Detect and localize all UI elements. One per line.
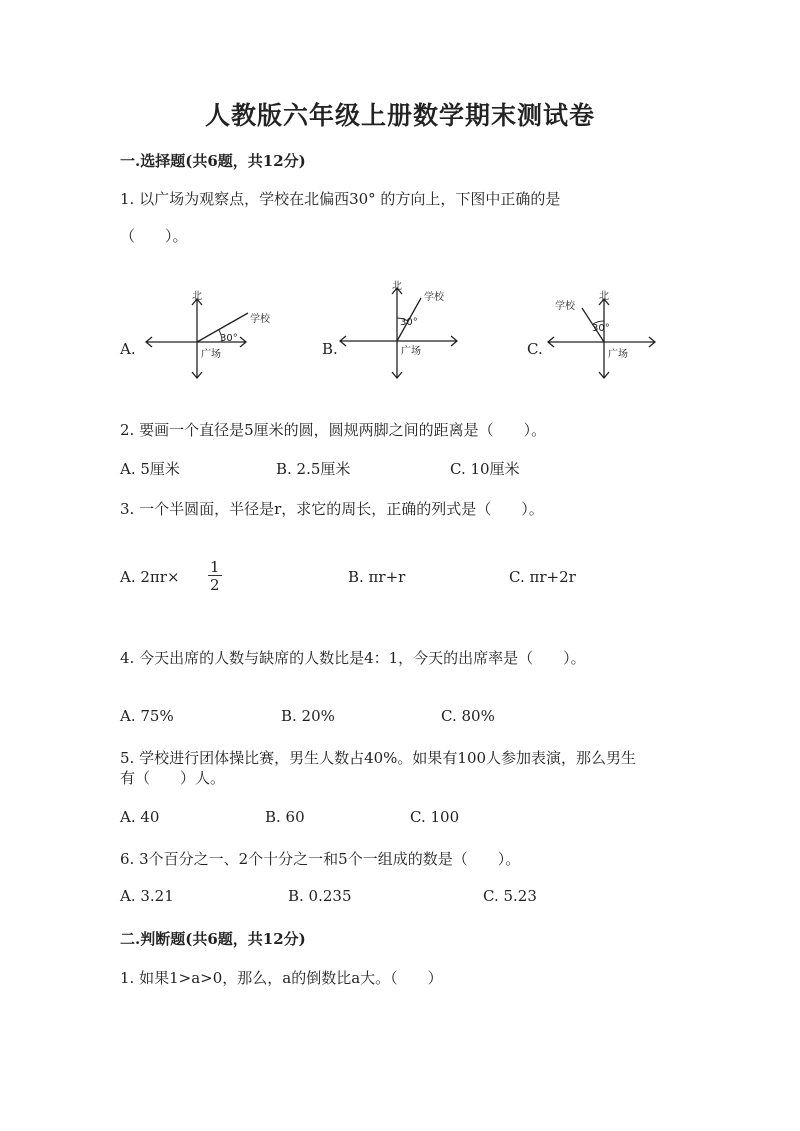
question-3-text: 3. 一个半圆面，半径是r，求它的周长，正确的列式是（ ）。 [120, 500, 544, 518]
q5-option-b: B. 60 [265, 808, 305, 826]
q1-option-b-label: B. [322, 340, 338, 358]
angle-label: 30° [400, 317, 418, 328]
q6-option-c: C. 5.23 [483, 887, 537, 905]
q2-option-c: C. 10厘米 [450, 460, 520, 478]
q6-option-a: A. 3.21 [120, 887, 174, 905]
school-label: 学校 [250, 314, 270, 325]
school-label: 学校 [555, 301, 575, 312]
square-label: 广场 [201, 349, 221, 360]
judgement-question-1-text: 1. 如果1>a>0，那么，a的倒数比a大。（ ） [120, 969, 443, 987]
page-title: 人教版六年级上册数学期末测试卷 [204, 101, 595, 130]
q1-option-a-diagram [140, 285, 290, 385]
fraction-denominator: 2 [210, 576, 220, 594]
north-label: 北 [192, 291, 202, 302]
fraction-numerator: 1 [210, 558, 220, 576]
question-5-blank: 有（ ）人。 [120, 769, 226, 787]
square-label: 广场 [401, 346, 421, 357]
q6-option-b: B. 0.235 [288, 887, 352, 905]
q4-option-c: C. 80% [441, 707, 495, 725]
question-1-text: 1. 以广场为观察点，学校在北偏西30° 的方向上，下图中正确的是 [120, 190, 561, 208]
question-2-text: 2. 要画一个直径是5厘米的圆，圆规两脚之间的距离是（ ）。 [120, 421, 547, 439]
q4-option-b: B. 20% [281, 707, 335, 725]
angle-label: 30° [220, 333, 238, 344]
section-heading-judgement: 二.判断题(共6题，共12分) [120, 930, 306, 948]
section-heading-choice: 一.选择题(共6题，共12分) [120, 152, 306, 170]
q3-option-a-fraction [208, 560, 222, 593]
q1-option-b-diagram [335, 278, 485, 388]
question-1-blank: （ ）。 [120, 227, 188, 245]
north-label: 北 [599, 291, 609, 302]
q5-option-c: C. 100 [410, 808, 460, 826]
q5-option-a: A. 40 [120, 808, 160, 826]
question-6-text: 6. 3个百分之一、2个十分之一和5个一组成的数是（ ）。 [120, 850, 521, 868]
q4-option-a: A. 75% [120, 707, 174, 725]
north-label: 北 [392, 281, 402, 292]
q3-option-b: B. πr+r [348, 568, 406, 586]
q3-option-c: C. πr+2r [509, 568, 576, 586]
q1-option-c-label: C. [527, 340, 543, 358]
square-label: 广场 [608, 349, 628, 360]
q1-option-c-diagram [540, 285, 670, 385]
q2-option-a: A. 5厘米 [120, 460, 180, 478]
q3-option-a: A. 2πr× [120, 568, 180, 586]
school-label: 学校 [424, 292, 444, 303]
question-5-text: 5. 学校进行团体操比赛，男生人数占40%。如果有100人参加表演，那么男生 [120, 749, 637, 767]
question-4-text: 4. 今天出席的人数与缺席的人数比是4：1，今天的出席率是（ ）。 [120, 649, 586, 667]
q1-option-a-label: A. [120, 340, 136, 358]
angle-label: 30° [592, 323, 610, 334]
q2-option-b: B. 2.5厘米 [276, 460, 351, 478]
